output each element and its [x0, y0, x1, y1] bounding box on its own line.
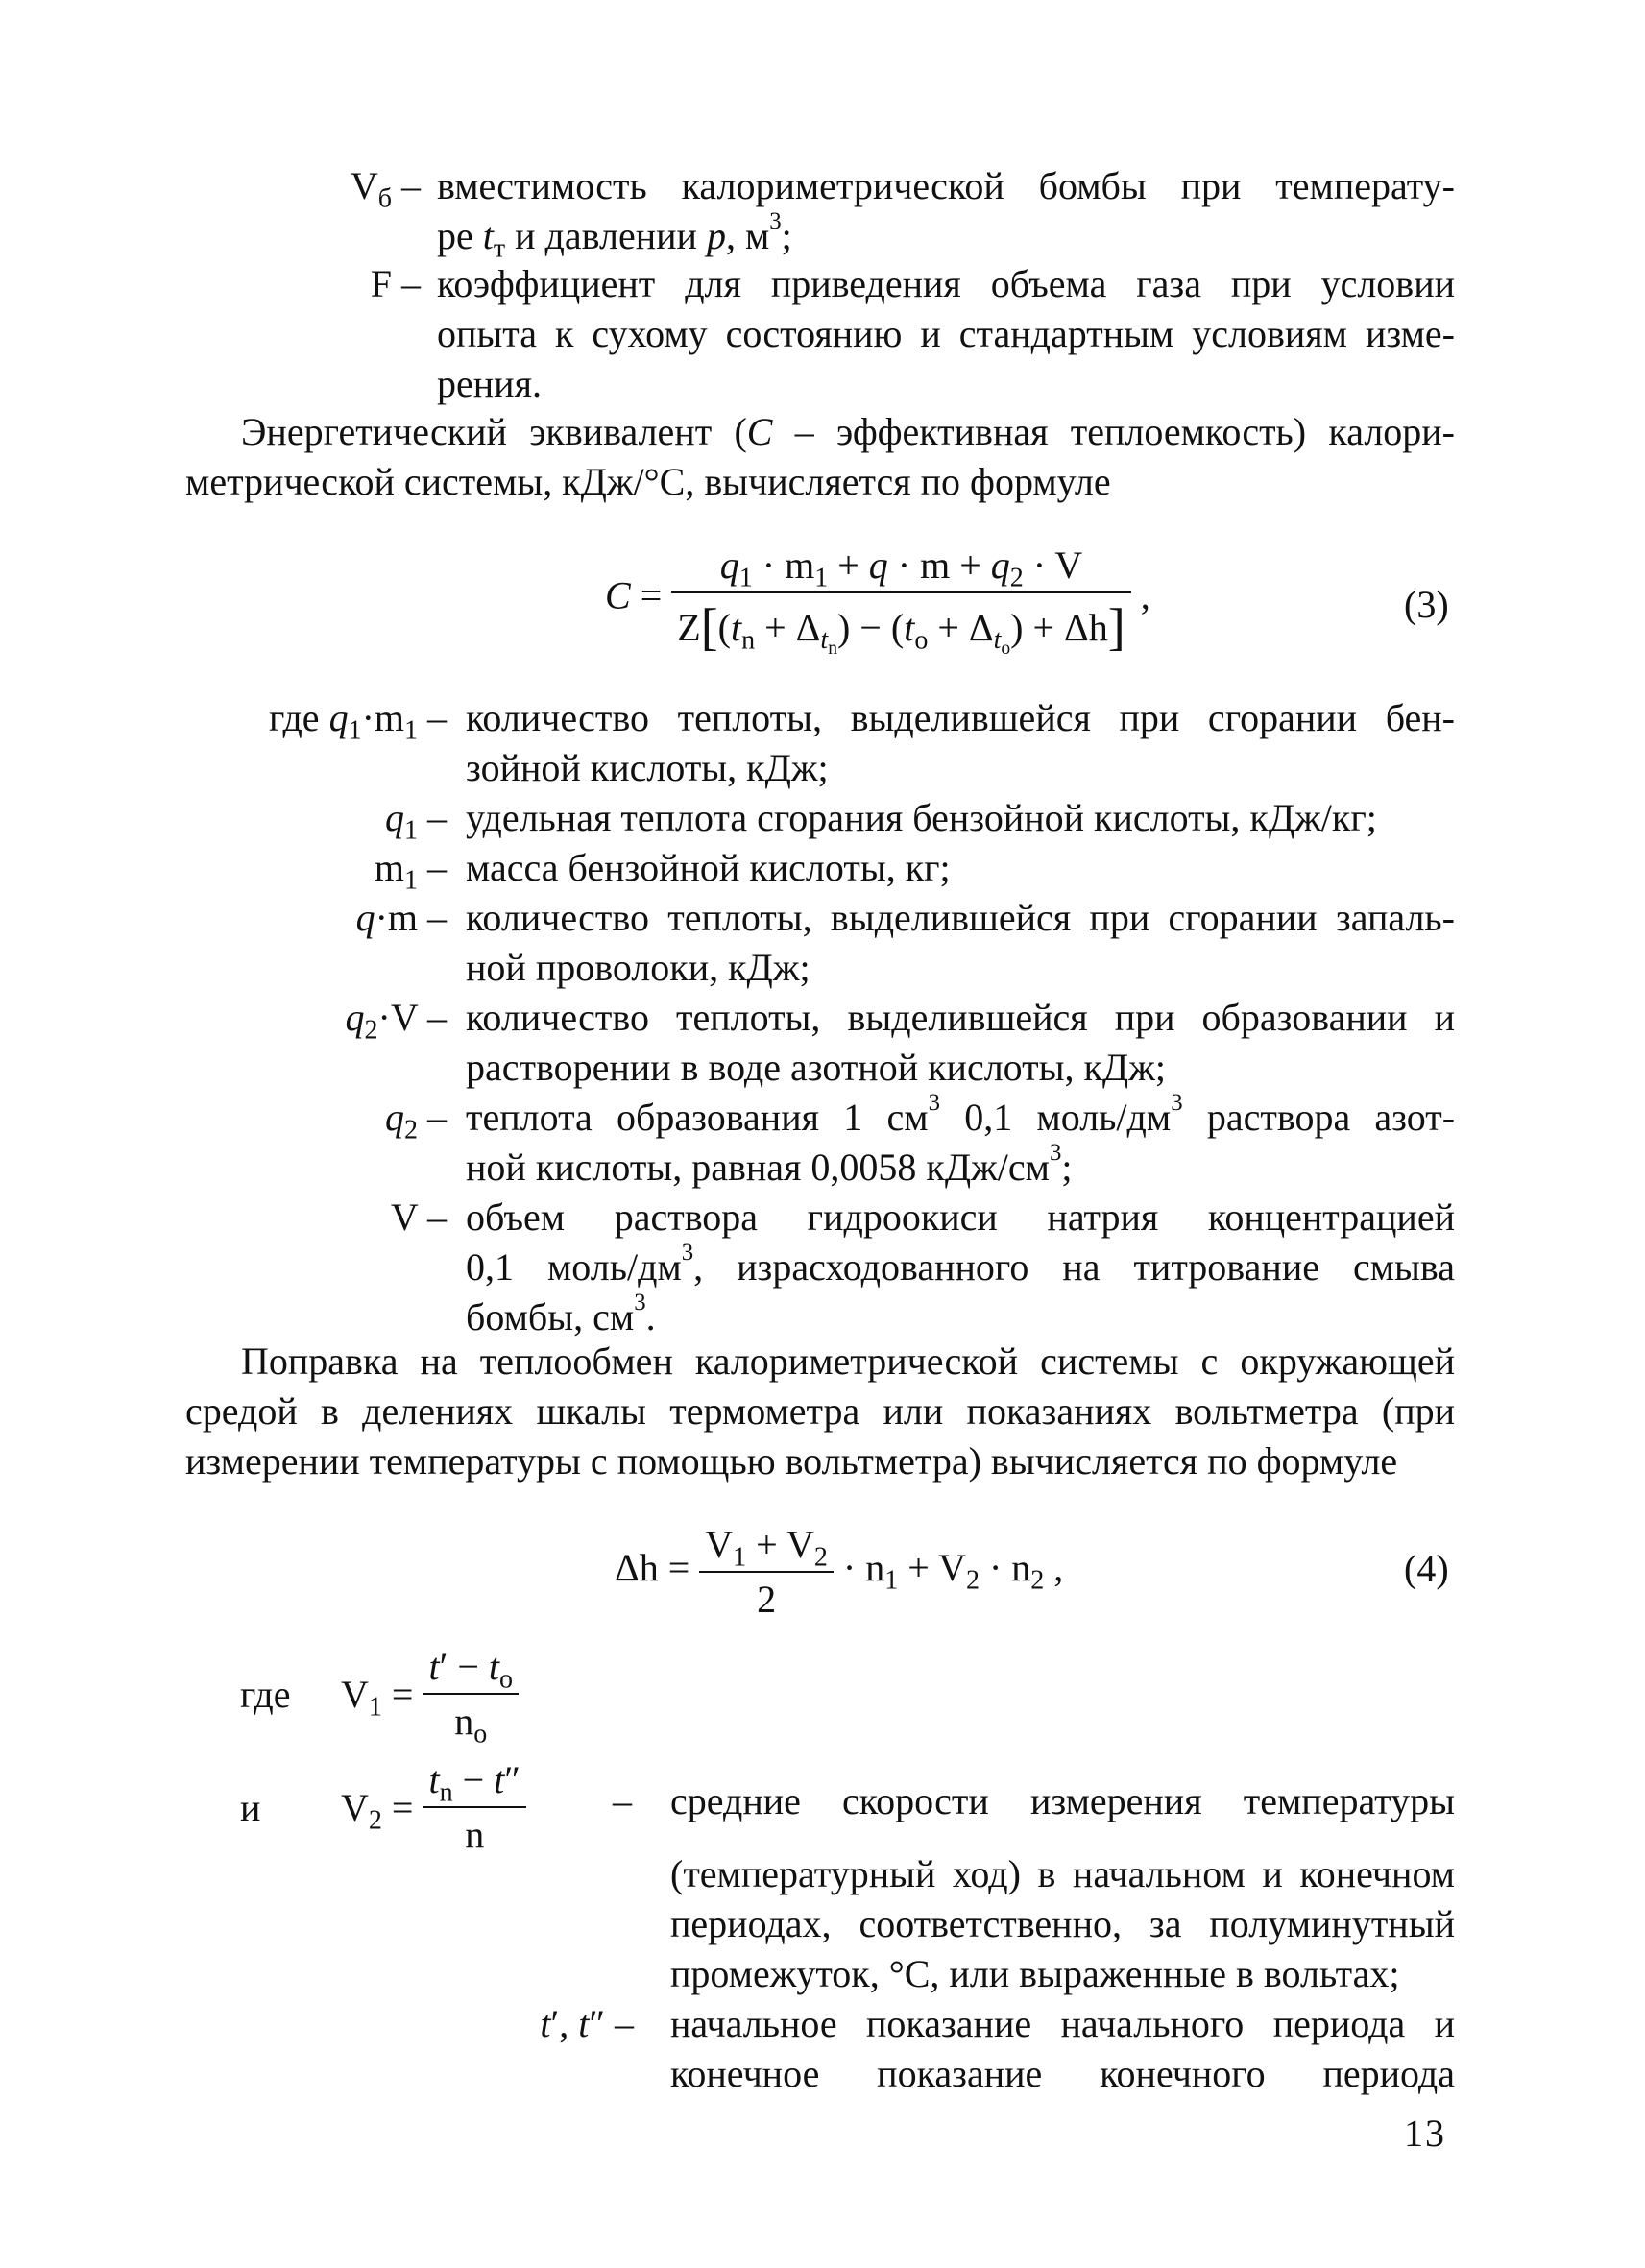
- def-line: удельная теплота сгорания бензойной кислоты, кДж/кг;: [466, 796, 1377, 839]
- equation-lhs: $V_2$ =: [341, 1785, 414, 1835]
- equation-denominator: 2: [699, 1571, 834, 1622]
- def-line: промежуток, °С, или выраженные в вольтах;: [670, 1952, 1400, 1995]
- equation-fraction: [423, 1757, 525, 1857]
- equation-fraction: [699, 1522, 834, 1622]
- def-line: периодах, соответственно, за полуминутный: [670, 1902, 1455, 1945]
- def-line: растворении в воде азотной кислоты, кДж;: [466, 1046, 1166, 1089]
- def-line: теплота образования 1 $см^3$ 0,1 моль/$дм^3$ раствора азот-: [466, 1089, 1456, 1139]
- def-term: $m_1$ –: [374, 846, 447, 896]
- def-desc: [466, 893, 1455, 993]
- equation-fraction: [423, 1644, 519, 1749]
- equation-denominator: $n_o$: [423, 1693, 519, 1744]
- def-line: (температурный ход) в начальном и конечном: [670, 1852, 1455, 1895]
- equation-rest: · $n_1 + V_2 \cdot n_2$ ,: [842, 1546, 1064, 1596]
- def-line: ре $t_т$ и давлении p, $м^3$;: [437, 207, 792, 264]
- where-word: где: [240, 1672, 291, 1716]
- v2-definition: [240, 1757, 526, 1857]
- def-desc: [466, 1089, 1456, 1193]
- and-word: и: [240, 1785, 261, 1829]
- def-line: опыта к сухому состоянию и стандартным условиям изме-: [437, 312, 1455, 355]
- equation-lhs: $V_1$ =: [341, 1672, 414, 1722]
- def-line: конечное показание конечного периода: [670, 2052, 1455, 2095]
- equation-numerator: $q_1 \cdot m_1 + q \cdot m + q_2 \cdot V$: [719, 543, 1083, 593]
- equation-denominator: $Z[(t_n + \Delta_{t_n}) - (t_o + \Delta_{t_o}) + \Delta h]$: [671, 591, 1131, 657]
- def-term: $q_2\cdot V$ –: [345, 996, 447, 1046]
- def-line: объем раствора гидроокиси натрия концентрацией: [466, 1195, 1455, 1239]
- def-desc: [466, 993, 1455, 1093]
- equation-denominator: n: [423, 1806, 525, 1857]
- def-line: ной проволоки, кДж;: [466, 946, 810, 989]
- def-term: $q_1$ –: [385, 796, 447, 846]
- def-line: количество теплоты, выделившейся при образовании и: [466, 996, 1455, 1039]
- def-desc: [466, 793, 1455, 843]
- def-line: бомбы, $см^3$.: [466, 1289, 656, 1339]
- def-term: где $q_1\cdot m_1$ –: [269, 696, 447, 746]
- paragraph-line: Поправка на теплообмен калориметрической системы с окружающей: [241, 1339, 1455, 1383]
- def-desc: [437, 259, 1455, 409]
- equation-tail: ,: [1140, 573, 1150, 617]
- v-desc-first-line: средние скорости измерения температуры: [670, 1779, 1455, 1822]
- equation-numerator: $V_1 + V_2$: [705, 1523, 828, 1573]
- paragraph-energy-equivalent: [185, 407, 1455, 507]
- def-line: 0,1 моль/$дм^3$, израсходованного на титрование смыва: [466, 1239, 1456, 1289]
- tt-desc: [670, 1999, 1455, 2099]
- def-term: q·m –: [355, 896, 447, 939]
- paragraph-line: Энергетический эквивалент (C – эффективная теплоемкость) калори-: [241, 410, 1456, 453]
- def-line: количество теплоты, выделившейся при сгорании бен-: [466, 696, 1455, 739]
- def-desc: [437, 161, 1455, 264]
- def-line: масса бензойной кислоты, кг;: [466, 846, 951, 889]
- def-term: V –: [390, 1195, 447, 1239]
- def-line: зойной кислоты, кДж;: [466, 746, 829, 789]
- equation-fraction: [671, 543, 1131, 660]
- equation-3: [605, 543, 1150, 660]
- equation-number: (3): [1404, 583, 1449, 626]
- def-term: $V_б$ –: [350, 164, 421, 214]
- def-line: количество теплоты, выделившейся при сгорании запаль-: [466, 896, 1455, 939]
- def-desc: [466, 693, 1455, 793]
- def-line: ной кислоты, равная 0,0058 кДж/$см^3$;: [466, 1139, 1073, 1189]
- paragraph-line: метрической системы, кДж/°С, вычисляется по формуле: [185, 460, 1111, 503]
- paragraph-line: измерении температуры с помощью вольтметра) вычисляется по формуле: [185, 1439, 1398, 1483]
- def-desc: [466, 843, 1455, 893]
- page-number: 13: [1404, 2111, 1446, 2155]
- v-desc-continuation: [670, 1849, 1455, 1999]
- def-line: рения.: [437, 362, 542, 405]
- def-term: F –: [370, 262, 421, 305]
- equation-numerator: $t' - t_o$: [428, 1645, 514, 1695]
- v1-definition: [240, 1644, 519, 1749]
- equation-numerator: $t_n - t''$: [428, 1758, 520, 1808]
- paragraph-line: средой в делениях шкалы термометра или показаниях вольтметра (при: [185, 1389, 1455, 1433]
- equation-number: (4): [1404, 1547, 1449, 1590]
- tt-term: t′, t″ –: [540, 2002, 634, 2045]
- def-line: вместимость калориметрической бомбы при температу-: [437, 164, 1455, 207]
- v-desc-dash: –: [613, 1779, 632, 1822]
- def-line: начальное показание начального периода и: [670, 2002, 1455, 2045]
- equation-lhs: Δh =: [615, 1546, 690, 1590]
- def-term: $q_2$ –: [385, 1096, 447, 1146]
- equation-lhs: C =: [605, 573, 663, 617]
- paragraph-heat-exchange: [185, 1337, 1455, 1486]
- equation-4: [615, 1522, 1063, 1622]
- def-desc: [466, 1193, 1455, 1342]
- def-line: коэффициент для приведения объема газа при условии: [437, 262, 1455, 305]
